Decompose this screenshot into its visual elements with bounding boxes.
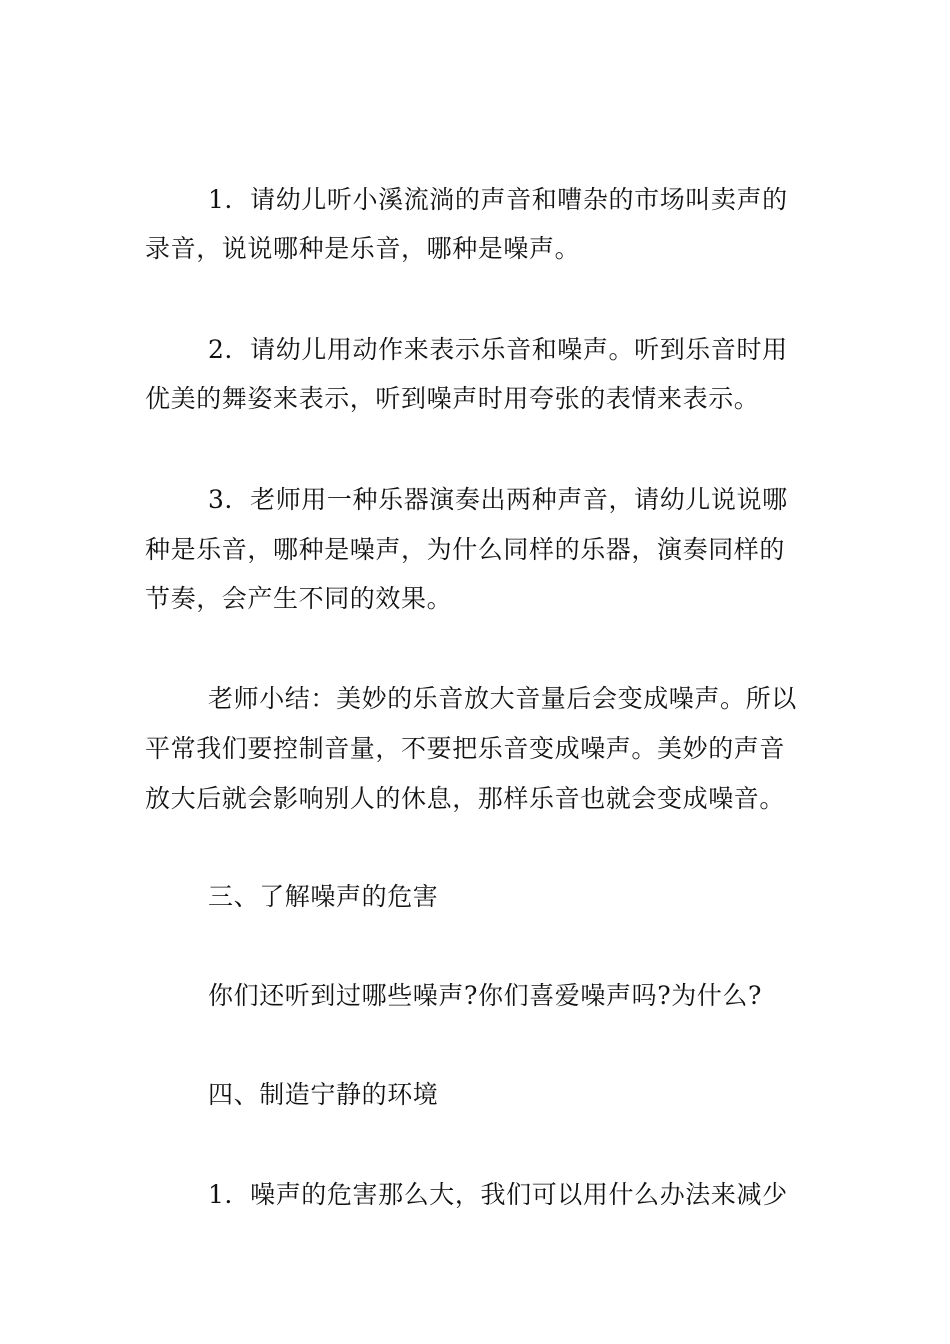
paragraph-2-line-1: 2．请幼儿用动作来表示乐音和噪声。听到乐音时用	[208, 335, 788, 364]
paragraph-1-line-2: 录音，说说哪种是乐音，哪种是噪声。	[145, 234, 581, 263]
paragraph-4-line-1: 老师小结：美妙的乐音放大音量后会变成噪声。所以	[208, 684, 797, 713]
paragraph-3-line-3: 节奏，会产生不同的效果。	[145, 584, 453, 613]
paragraph-4-line-3: 放大后就会影响别人的休息，那样乐音也就会变成噪音。	[145, 784, 786, 813]
paragraph-3-line-2: 种是乐音，哪种是噪声，为什么同样的乐器，演奏同样的	[145, 535, 786, 564]
paragraph-4-line-2: 平常我们要控制音量，不要把乐音变成噪声。美妙的声音	[145, 734, 786, 763]
section-heading-3: 三、了解噪声的危害	[208, 882, 439, 911]
paragraph-8-line-1: 1．噪声的危害那么大，我们可以用什么办法来减少	[208, 1180, 788, 1209]
paragraph-1-line-1: 1．请幼儿听小溪流淌的声音和嘈杂的市场叫卖声的	[208, 185, 788, 214]
paragraph-3-line-1: 3．老师用一种乐器演奏出两种声音，请幼儿说说哪	[208, 485, 788, 514]
section-heading-4: 四、制造宁静的环境	[208, 1080, 439, 1109]
question-line: 你们还听到过哪些噪声?你们喜爱噪声吗?为什么?	[208, 981, 763, 1010]
paragraph-2-line-2: 优美的舞姿来表示，听到噪声时用夸张的表情来表示。	[145, 384, 760, 413]
